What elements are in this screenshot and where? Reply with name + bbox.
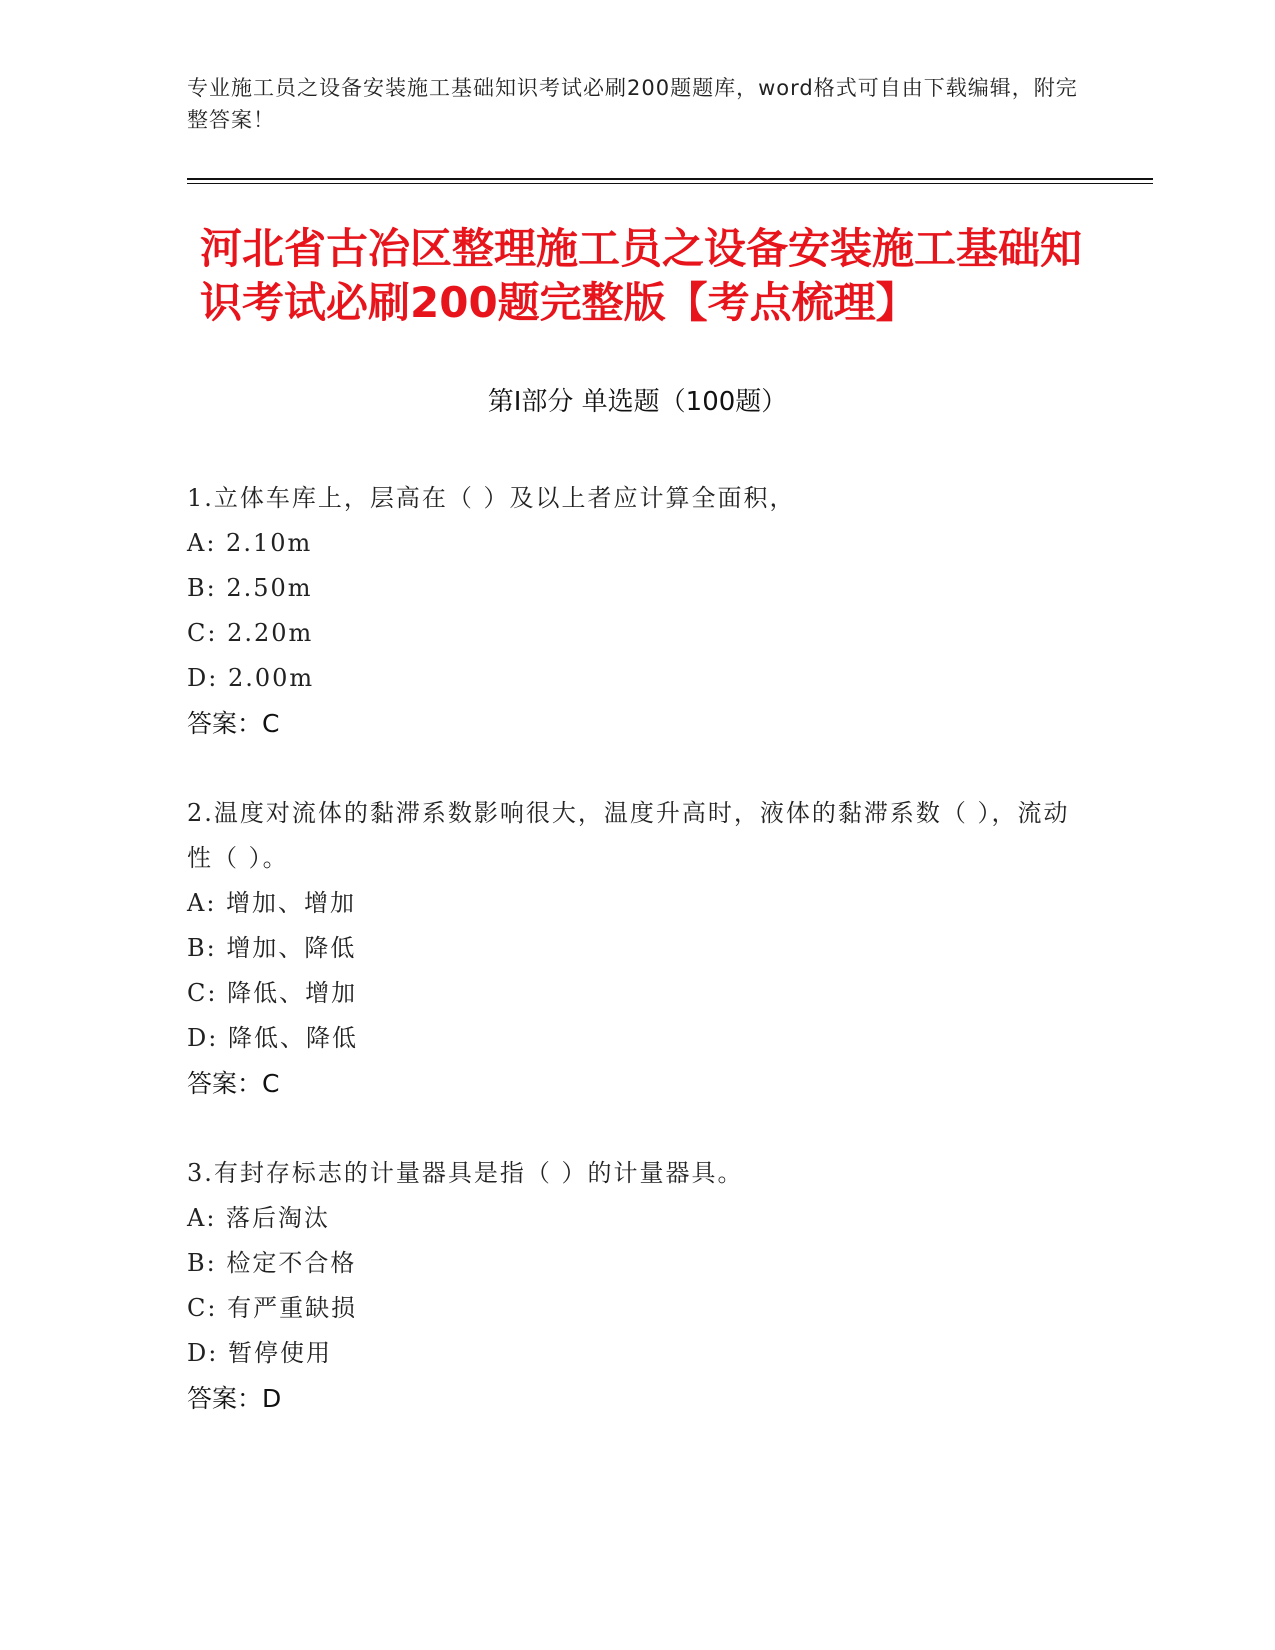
header-note: 专业施工员之设备安装施工基础知识考试必刷200题题库，word格式可自由下载编辑，附完整答案！	[187, 76, 1078, 132]
option-a: A: 2.10m	[187, 529, 313, 557]
question-text: 3.有封存标志的计量器具是指（ ）的计量器具。	[187, 1159, 744, 1187]
header-divider-thick	[187, 178, 1153, 180]
question-text: 2.温度对流体的黏滞系数影响很大，温度升高时，液体的黏滞系数（ ），流动性（ ）。	[187, 799, 1070, 872]
question-list	[187, 476, 1087, 1466]
answer-text: 答案：C	[187, 709, 280, 738]
option-a: A: 增加、增加	[187, 889, 357, 917]
question-item	[187, 476, 1087, 746]
option-b: B: 2.50m	[187, 574, 313, 602]
option-c: C: 有严重缺损	[187, 1294, 358, 1322]
answer-text: 答案：C	[187, 1069, 280, 1098]
option-d: D: 降低、降低	[187, 1024, 358, 1052]
option-d: D: 暂停使用	[187, 1339, 332, 1367]
option-d: D: 2.00m	[187, 664, 315, 692]
option-a: A: 落后淘汰	[187, 1204, 331, 1232]
question-item	[187, 791, 1087, 1106]
option-c: C: 2.20m	[187, 619, 314, 647]
question-item	[187, 1151, 1087, 1421]
option-c: C: 降低、增加	[187, 979, 358, 1007]
document-title: 河北省古冶区整理施工员之设备安装施工基础知识考试必刷200题完整版【考点梳理】	[200, 224, 1083, 327]
question-text: 1.立体车库上，层高在（ ）及以上者应计算全面积，	[187, 484, 796, 512]
section-title: 第Ⅰ部分 单选题（100题）	[487, 387, 788, 417]
option-b: B: 检定不合格	[187, 1249, 357, 1277]
answer-text: 答案：D	[187, 1384, 282, 1413]
header-divider-thin	[187, 183, 1153, 184]
option-b: B: 增加、降低	[187, 934, 357, 962]
